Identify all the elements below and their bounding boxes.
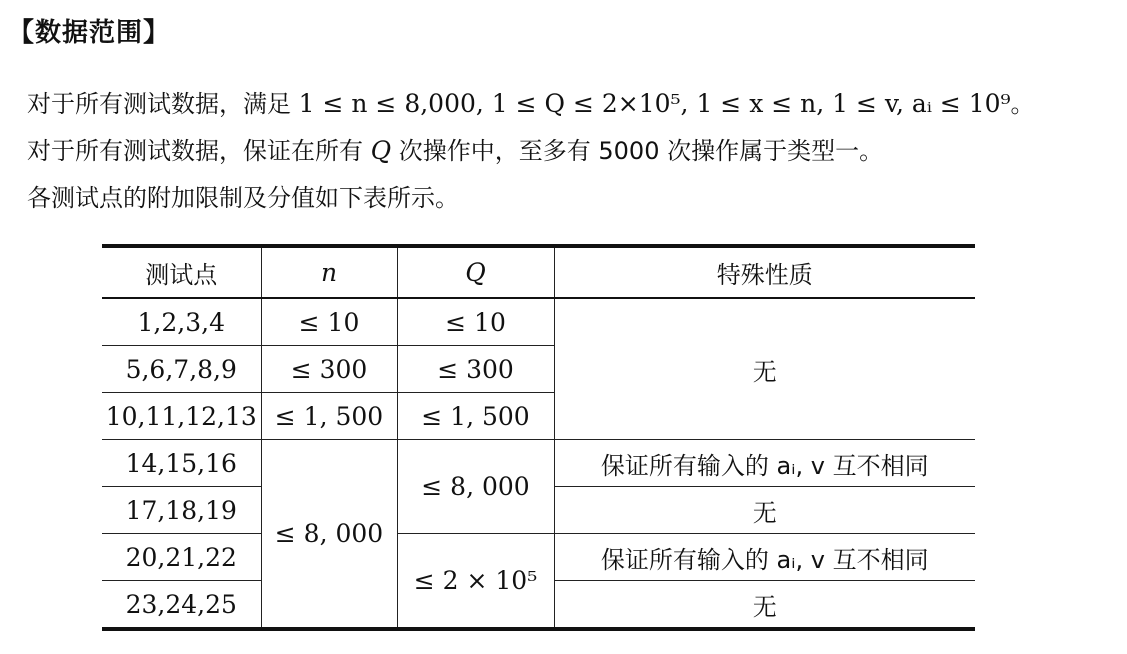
constraint-line-1-math: 1 ≤ n ≤ 8,000, 1 ≤ Q ≤ 2×10⁵, 1 ≤ x ≤ n, 1 ≤ v, aᵢ ≤ 10⁹ bbox=[298, 89, 1011, 118]
cell-property: 无 bbox=[554, 581, 975, 630]
cell-points: 17,18,19 bbox=[102, 487, 261, 534]
constraint-line-2-var: Q bbox=[370, 136, 392, 165]
constraint-line-2 bbox=[27, 131, 883, 166]
constraint-line-1 bbox=[27, 84, 1035, 119]
cell-property: 无 bbox=[554, 298, 975, 440]
cell-n: ≤ 1, 500 bbox=[261, 393, 397, 440]
header-q: Q bbox=[397, 246, 554, 298]
cell-points: 20,21,22 bbox=[102, 534, 261, 581]
constraint-line-2-suffix: 次操作中，至多有 5000 次操作属于类型一。 bbox=[391, 137, 884, 165]
cell-points: 10,11,12,13 bbox=[102, 393, 261, 440]
constraint-line-1-suffix: 。 bbox=[1010, 90, 1035, 118]
cell-n: ≤ 300 bbox=[261, 346, 397, 393]
cell-points: 1,2,3,4 bbox=[102, 298, 261, 346]
header-points: 测试点 bbox=[102, 246, 261, 298]
cell-property: 保证所有输入的 aᵢ, v 互不相同 bbox=[554, 440, 975, 487]
cell-q: ≤ 2 × 10⁵ bbox=[397, 534, 554, 630]
cell-q: ≤ 300 bbox=[397, 346, 554, 393]
table-row bbox=[102, 440, 975, 487]
subtask-table bbox=[102, 244, 975, 631]
table-row bbox=[102, 298, 975, 346]
cell-q: ≤ 1, 500 bbox=[397, 393, 554, 440]
cell-points: 14,15,16 bbox=[102, 440, 261, 487]
cell-points: 5,6,7,8,9 bbox=[102, 346, 261, 393]
table-header-row bbox=[102, 246, 975, 298]
cell-points: 23,24,25 bbox=[102, 581, 261, 630]
cell-q: ≤ 10 bbox=[397, 298, 554, 346]
constraint-line-1-prefix: 对于所有测试数据，满足 bbox=[27, 90, 299, 118]
cell-n: ≤ 10 bbox=[261, 298, 397, 346]
cell-property: 无 bbox=[554, 487, 975, 534]
cell-q: ≤ 8, 000 bbox=[397, 440, 554, 534]
constraint-line-2-prefix: 对于所有测试数据，保证在所有 bbox=[27, 137, 371, 165]
cell-property: 保证所有输入的 aᵢ, v 互不相同 bbox=[554, 534, 975, 581]
constraint-line-3: 各测试点的附加限制及分值如下表所示。 bbox=[27, 184, 459, 212]
cell-n: ≤ 8, 000 bbox=[261, 440, 397, 630]
header-n: n bbox=[261, 246, 397, 298]
section-title: 【数据范围】 bbox=[8, 18, 171, 48]
table-row bbox=[102, 534, 975, 581]
header-property: 特殊性质 bbox=[554, 246, 975, 298]
